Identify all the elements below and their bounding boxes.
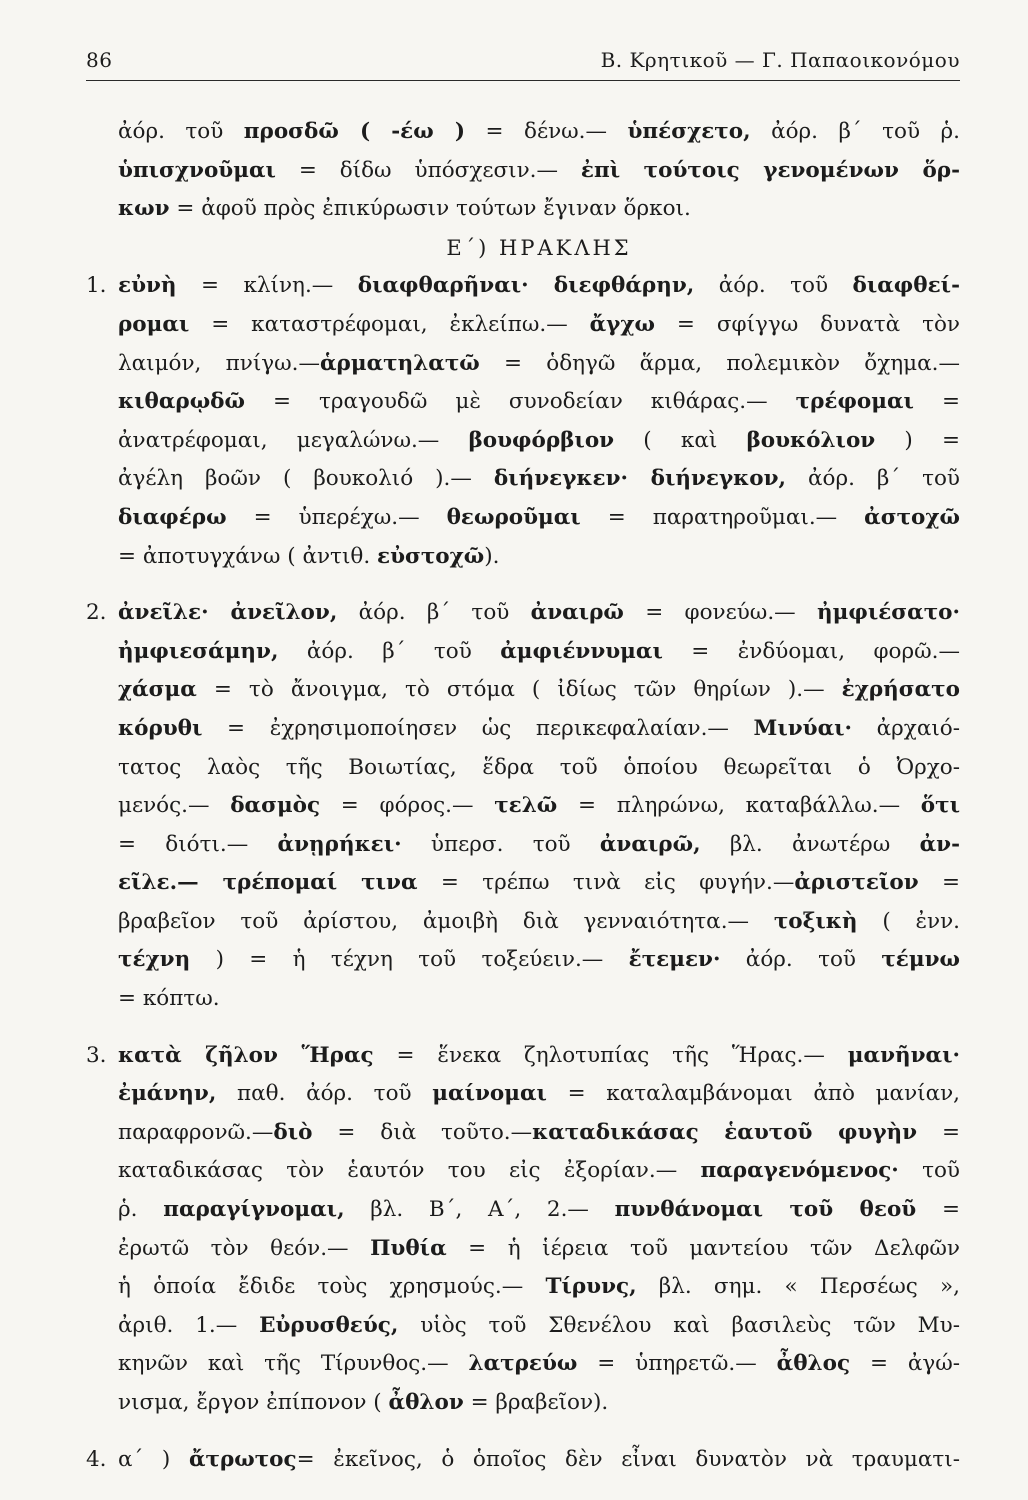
page-number: 86 [86, 48, 113, 72]
headword: λατρεύω [468, 1351, 578, 1377]
text-line: = ἀποτυγχάνω ( ἀντιθ. εὐστοχῶ). [118, 543, 500, 569]
text-line: νισμα, ἔργον ἐπίπονον ( ἆθλον = βραβεῖον). [118, 1390, 609, 1415]
headword: τέχνη [118, 947, 191, 973]
headword: ἀμφιέννυμαι [500, 638, 663, 664]
text-line: ἠμφιεσάμην, ἀόρ. β΄ τοῦ ἀμφιέννυμαι = ἐνδύομαι, φορῶ.— [118, 638, 960, 664]
headword: τέμνω [881, 947, 960, 973]
headword: χάσμα [118, 677, 197, 703]
headword: εὐνὴ [118, 273, 177, 299]
headword: ἀναιρῶ, [599, 831, 701, 857]
text-line: ἐμάνην, παθ. ἀόρ. τοῦ μαίνομαι = καταλαμβάνομαι ἀπὸ μανίαν, [118, 1081, 960, 1107]
headword: παραγίγνομαι, [163, 1197, 345, 1223]
entry-gap [118, 1423, 960, 1441]
text-line: ἀόρ. τοῦ προσδῶ ( -έω ) = δένω.— ὑπέσχετο, ἀόρ. β΄ τοῦ ῥ. [118, 119, 960, 144]
text-line: κων = ἀφοῦ πρὸς ἐπικύρωσιν τούτων ἔγιναν ὅρκοι. [118, 196, 691, 222]
headword: ἐμάνην, [118, 1081, 217, 1107]
headword: τρέφομαι [795, 389, 914, 415]
text-line: καταδικάσας τὸν ἑαυτόν του εἰς ἐξορίαν.— παραγενόμενος· τοῦ [118, 1158, 961, 1184]
text-line: = διότι.— ἀνῃρήκει· ὑπερσ. τοῦ ἀναιρῶ, βλ. ἀνωτέρω ἀν- [118, 831, 960, 857]
entry-number: 3. [86, 1042, 107, 1068]
headword: τελῶ [494, 793, 558, 819]
page-body [86, 113, 961, 1479]
headword: διήνεγκεν· διήνεγκον, [493, 466, 787, 492]
text-line: = κόπτω. [118, 986, 220, 1012]
page-header [86, 48, 960, 78]
headword: ἆθλον [388, 1390, 464, 1415]
headword: εῖλε.— τρέπομαί τινα [118, 870, 418, 896]
headword: ἄγχω [589, 311, 655, 337]
entry-first-line: 2. ἀνεῖλε· ἀνεῖλον, ἀόρ. β΄ τοῦ ἀναιρῶ = φονεύω.— ἠμφιέσατο· [118, 594, 960, 633]
headword: ἀνῃρήκει· [277, 831, 402, 857]
section-title: Ε΄) ΗΡΑΚΛΗΣ [446, 235, 632, 260]
entry-first-line: 4. α΄ ) ἄτρωτος= ἐκεῖνος, ὁ ὁποῖος δὲν εἶναι δυνατὸν νὰ τραυματι- [118, 1441, 960, 1480]
text-line: ὑπισχνοῦμαι = δίδω ὑπόσχεσιν.— ἐπὶ τούτοις γενομένων ὅρ- [118, 157, 961, 183]
headword: εὐστοχῶ [377, 543, 485, 569]
headword: διὸ [273, 1119, 313, 1145]
headword: μανῆναι· [847, 1042, 960, 1068]
headword: ἐχρήσατο [841, 677, 960, 703]
header-rule [86, 80, 960, 81]
headword: ἠμφιέσατο· [817, 600, 960, 626]
running-head: Β. Κρητικοῦ — Γ. Παπαοικονόμου [600, 48, 960, 72]
headword: παραγενόμενος· [700, 1158, 899, 1184]
headword: ἀναιρῶ [530, 600, 624, 626]
text-line: εῖλε.— τρέπομαί τινα = τρέπω τινὰ εἰς φυγήν.—ἀριστεῖον = [118, 870, 960, 896]
text-line: κόρυθι = ἐχρησιμοποίησεν ὡς περικεφαλαίαν.— Μινύαι· ἀρχαιό- [118, 715, 960, 741]
headword: καταδικάσας ἑαυτοῦ φυγὴν [532, 1119, 918, 1145]
headword: ἄτρωτος [188, 1446, 297, 1472]
headword: θεωροῦμαι [446, 504, 581, 530]
headword: Πυθία [370, 1235, 447, 1261]
text-line: βραβεῖον τοῦ ἀρίστου, ἀμοιβὴ διὰ γενναιότητα.— τοξικὴ ( ἐνν. [118, 908, 960, 934]
headword: πυνθάνομαι τοῦ θεοῦ [614, 1197, 917, 1223]
headword: Μινύαι· [753, 715, 853, 741]
text-line: ρομαι = καταστρέφομαι, ἐκλείπω.— ἄγχω = σφίγγω δυνατὰ τὸν [118, 311, 960, 337]
headword: ὅτι [920, 793, 960, 819]
text-line: ἐρωτῶ τὸν θεόν.— Πυθία = ἡ ἱέρεια τοῦ μαντείου τῶν Δελφῶν [118, 1235, 961, 1261]
text-line: ἀνατρέφομαι, μεγαλώνω.— βουφόρβιον ( καὶ βουκόλιον ) = [118, 427, 961, 453]
headword: ὑπέσχετο, [627, 119, 751, 144]
text-line: μενός.— δασμὸς = φόρος.— τελῶ = πληρώνω, καταβάλλω.— ὅτι [118, 793, 960, 819]
text-line: παραφρονῶ.—διὸ = διὰ τοῦτο.—καταδικάσας ἑαυτοῦ φυγὴν = [118, 1119, 960, 1145]
entry-first-line: 1. εὐνὴ = κλίνη.— διαφθαρῆναι· διεφθάρην, ἀόρ. τοῦ διαφθεί- [118, 267, 960, 306]
text-line: ἀγέλη βοῶν ( βουκολιό ).— διήνεγκεν· διήνεγκον, ἀόρ. β΄ τοῦ [118, 466, 960, 492]
headword: ἠμφιεσάμην, [118, 638, 279, 664]
entry-number: 1. [86, 273, 107, 299]
headword: κιθαρῳδῶ [118, 389, 245, 415]
headword: ἐπὶ τούτοις γενομένων ὅρ- [580, 157, 961, 183]
entry-first-line: 3. κατὰ ζῆλον Ἥρας = ἕνεκα ζηλοτυπίας τῆς Ἥρας.— μανῆναι· [118, 1037, 960, 1076]
entry-gap [118, 1019, 960, 1037]
headword: τοξικὴ [773, 908, 858, 934]
headword: Εὐρυσθεύς, [259, 1312, 399, 1338]
headword: κατὰ ζῆλον Ἥρας [118, 1042, 374, 1068]
headword: κόρυθι [118, 715, 203, 741]
headword: ἀνεῖλε· ἀνεῖλον, [118, 600, 338, 626]
headword: διαφθαρῆναι· διεφθάρην, [357, 273, 695, 299]
text-line: διαφέρω = ὑπερέχω.— θεωροῦμαι = παρατηροῦμαι.— ἀστοχῶ [118, 504, 960, 530]
headword: ἀστοχῶ [864, 504, 960, 530]
text-line: κηνῶν καὶ τῆς Τίρυνθος.— λατρεύω = ὑπηρετῶ.— ἆθλος = ἀγώ- [118, 1351, 960, 1377]
headword: βουκόλιον [746, 427, 876, 453]
text-line: χάσμα = τὸ ἄνοιγμα, τὸ στόμα ( ἰδίως τῶν θηρίων ).— ἐχρήσατο [118, 677, 960, 703]
headword: Τίρυνς, [545, 1274, 637, 1300]
headword: ἆθλος [776, 1351, 851, 1377]
text-line: τέχνη ) = ἡ τέχνη τοῦ τοξεύειν.— ἔτεμεν· ἀόρ. τοῦ τέμνω [118, 947, 960, 973]
headword: ἀριστεῖον [794, 870, 919, 896]
text-line: λαιμόν, πνίγω.—ἁρματηλατῶ = ὁδηγῶ ἅρμα, πολεμικὸν ὄχημα.— [118, 350, 960, 376]
text-line: ῥ. παραγίγνομαι, βλ. Β΄, Α΄, 2.— πυνθάνομαι τοῦ θεοῦ = [118, 1197, 960, 1223]
headword: μαίνομαι [432, 1081, 547, 1107]
text-line: ἀριθ. 1.— Εὐρυσθεύς, υἱὸς τοῦ Σθενέλου καὶ βασιλεὺς τῶν Μυ- [118, 1312, 960, 1338]
headword: ἀν- [919, 831, 960, 857]
headword: ἔτεμεν· [628, 947, 721, 973]
headword: βουφόρβιον [468, 427, 615, 453]
text-line: κιθαρῳδῶ = τραγουδῶ μὲ συνοδείαν κιθάρας.— τρέφομαι = [118, 389, 960, 415]
headword: διαφέρω [118, 504, 227, 530]
headword: προσδῶ ( -έω ) [243, 119, 466, 144]
headword: δασμὸς [230, 793, 321, 819]
headword: κων [118, 196, 170, 222]
entry-gap [118, 576, 960, 594]
entry-number: 2. [86, 600, 107, 626]
headword: ρομαι [118, 311, 190, 337]
entry-number: 4. [86, 1446, 107, 1472]
text-line: ἡ ὁποία ἔδιδε τοὺς χρησμούς.— Τίρυνς, βλ. σημ. « Περσέως », [118, 1274, 960, 1300]
text-line: τατος λαὸς τῆς Βοιωτίας, ἕδρα τοῦ ὁποίου θεωρεῖται ὁ Ὀρχο- [118, 754, 960, 780]
headword: διαφθεί- [852, 273, 960, 299]
headword: ἁρματηλατῶ [319, 350, 480, 376]
headword: ὑπισχνοῦμαι [118, 157, 276, 183]
